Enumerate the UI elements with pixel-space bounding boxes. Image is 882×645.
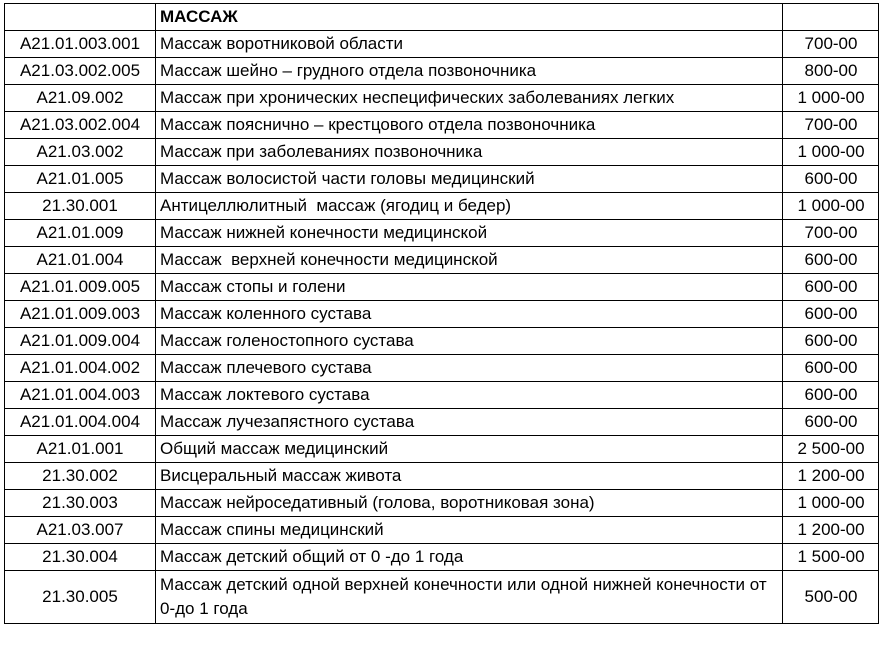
table-row [5,31,879,58]
table-row [5,436,879,463]
table-row [5,463,879,490]
service-price: 600-00 [783,409,879,436]
service-name: Массаж при хронических неспецифических заболеваниях легких [156,85,783,112]
service-name: Массаж детский общий от 0 -до 1 года [156,544,783,571]
service-name: Массаж шейно – грудного отдела позвоночника [156,58,783,85]
service-name: Массаж верхней конечности медицинской [156,247,783,274]
table-row [5,85,879,112]
service-code: 21.30.005 [5,571,156,624]
table-row [5,193,879,220]
table-row [5,571,879,624]
service-name: Массаж нейроседативный (голова, воротниковая зона) [156,490,783,517]
section-title: МАССАЖ [156,4,783,31]
service-name: Массаж воротниковой области [156,31,783,58]
table-row [5,382,879,409]
table-row [5,301,879,328]
table-row [5,328,879,355]
service-price: 700-00 [783,112,879,139]
service-code: 21.30.003 [5,490,156,517]
service-code: 21.30.002 [5,463,156,490]
service-name: Массаж спины медицинский [156,517,783,544]
table-row [5,166,879,193]
service-price: 1 000-00 [783,490,879,517]
service-price: 1 000-00 [783,139,879,166]
service-price: 1 200-00 [783,463,879,490]
service-price: 1 000-00 [783,85,879,112]
service-code: A21.03.007 [5,517,156,544]
service-price: 600-00 [783,355,879,382]
service-code: A21.01.003.001 [5,31,156,58]
table-row [5,58,879,85]
service-price: 600-00 [783,274,879,301]
service-price: 500-00 [783,571,879,624]
table-row [5,139,879,166]
service-name: Массаж нижней конечности медицинской [156,220,783,247]
service-price: 1 000-00 [783,193,879,220]
table-row [5,490,879,517]
service-price: 1 200-00 [783,517,879,544]
service-name: Массаж локтевого сустава [156,382,783,409]
service-price: 2 500-00 [783,436,879,463]
service-name: Массаж лучезапястного сустава [156,409,783,436]
table-row [5,220,879,247]
service-name: Массаж пояснично – крестцового отдела позвоночника [156,112,783,139]
service-code: A21.01.004.002 [5,355,156,382]
table-row [5,112,879,139]
service-code: A21.01.004.004 [5,409,156,436]
table-row [5,517,879,544]
service-price: 600-00 [783,328,879,355]
header-price-cell [783,4,879,31]
table-row [5,355,879,382]
service-code: A21.03.002 [5,139,156,166]
service-code: A21.09.002 [5,85,156,112]
service-code: 21.30.004 [5,544,156,571]
service-price: 1 500-00 [783,544,879,571]
service-price: 800-00 [783,58,879,85]
service-code: A21.01.009.004 [5,328,156,355]
service-name: Антицеллюлитный массаж (ягодиц и бедер) [156,193,783,220]
service-code: A21.01.005 [5,166,156,193]
table-row [5,409,879,436]
service-name: Массаж плечевого сустава [156,355,783,382]
service-code: A21.01.004.003 [5,382,156,409]
service-code: A21.01.009 [5,220,156,247]
massage-price-table [4,3,879,624]
table-row [5,247,879,274]
header-code-cell [5,4,156,31]
service-name: Массаж стопы и голени [156,274,783,301]
service-code: A21.01.001 [5,436,156,463]
service-price: 600-00 [783,166,879,193]
service-price: 700-00 [783,31,879,58]
service-code: A21.03.002.004 [5,112,156,139]
section-header-row [5,4,879,31]
service-price: 700-00 [783,220,879,247]
service-code: A21.01.009.005 [5,274,156,301]
table-row [5,274,879,301]
service-name: Массаж детский одной верхней конечности или одной нижней конечности от 0-до 1 года [156,571,783,624]
service-name: Массаж голеностопного сустава [156,328,783,355]
service-price: 600-00 [783,382,879,409]
service-name: Общий массаж медицинский [156,436,783,463]
service-code: A21.01.009.003 [5,301,156,328]
service-price: 600-00 [783,301,879,328]
service-price: 600-00 [783,247,879,274]
table-row [5,544,879,571]
service-name: Массаж при заболеваниях позвоночника [156,139,783,166]
service-code: A21.03.002.005 [5,58,156,85]
service-name: Висцеральный массаж живота [156,463,783,490]
service-name: Массаж коленного сустава [156,301,783,328]
service-code: A21.01.004 [5,247,156,274]
service-code: 21.30.001 [5,193,156,220]
service-name: Массаж волосистой части головы медицинский [156,166,783,193]
